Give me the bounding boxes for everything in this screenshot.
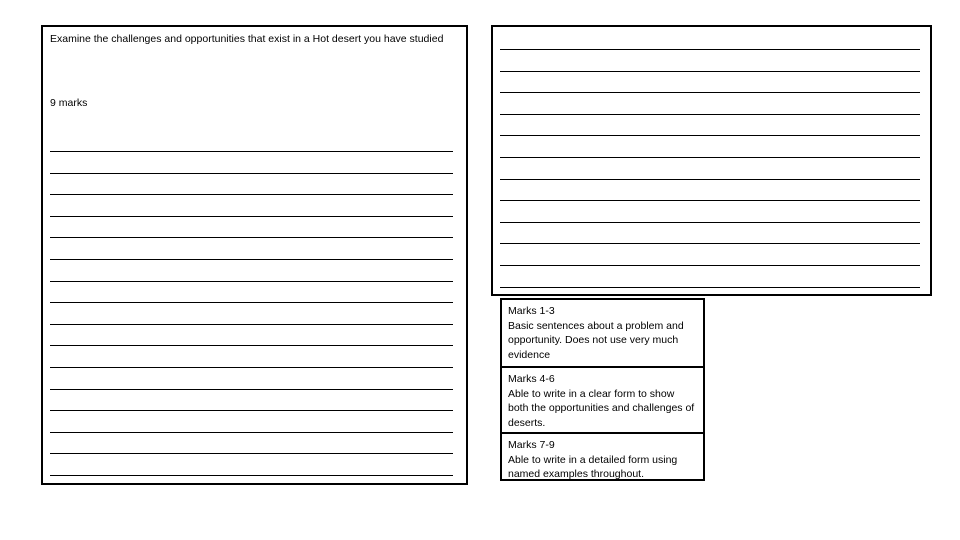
writing-line bbox=[50, 259, 453, 260]
writing-line bbox=[50, 302, 453, 303]
mark-band-description: Able to write in a detailed form using named examples throughout. bbox=[508, 453, 678, 480]
writing-line bbox=[500, 265, 920, 266]
answer-box-right bbox=[491, 25, 932, 296]
answer-box-left bbox=[41, 25, 468, 485]
writing-line bbox=[500, 135, 920, 136]
writing-line bbox=[50, 324, 453, 325]
writing-line bbox=[500, 243, 920, 244]
writing-line bbox=[50, 194, 453, 195]
writing-line bbox=[500, 222, 920, 223]
mark-band-description: Basic sentences about a problem and opportunity. Does not use very much evidence bbox=[508, 319, 684, 361]
mark-band-2 bbox=[502, 366, 703, 432]
mark-band-3 bbox=[502, 432, 703, 479]
writing-line bbox=[50, 216, 453, 217]
writing-line bbox=[500, 287, 920, 288]
mark-scheme-table bbox=[500, 298, 705, 481]
writing-line bbox=[500, 157, 920, 158]
mark-band-title: Marks 1-3 bbox=[508, 305, 555, 317]
writing-line bbox=[50, 151, 453, 152]
writing-line bbox=[50, 173, 453, 174]
writing-line bbox=[500, 92, 920, 93]
marks-label: 9 marks bbox=[50, 97, 88, 109]
writing-line bbox=[500, 200, 920, 201]
writing-line bbox=[50, 281, 453, 282]
writing-line bbox=[500, 71, 920, 72]
writing-line bbox=[50, 453, 453, 454]
writing-line bbox=[50, 367, 453, 368]
writing-line bbox=[50, 345, 453, 346]
mark-band-title: Marks 7-9 bbox=[508, 439, 555, 451]
writing-line bbox=[50, 410, 453, 411]
question-text: Examine the challenges and opportunities that exist in a Hot desert you have studied bbox=[50, 33, 444, 45]
writing-line bbox=[500, 179, 920, 180]
writing-line bbox=[500, 114, 920, 115]
writing-line bbox=[500, 49, 920, 50]
writing-line bbox=[50, 475, 453, 476]
writing-line bbox=[50, 237, 453, 238]
writing-line bbox=[50, 389, 453, 390]
mark-band-title: Marks 4-6 bbox=[508, 373, 555, 385]
writing-line bbox=[50, 432, 453, 433]
mark-band-description: Able to write in a clear form to show both the opportunities and challenges of deserts. bbox=[508, 387, 695, 429]
mark-band-1 bbox=[502, 300, 703, 366]
